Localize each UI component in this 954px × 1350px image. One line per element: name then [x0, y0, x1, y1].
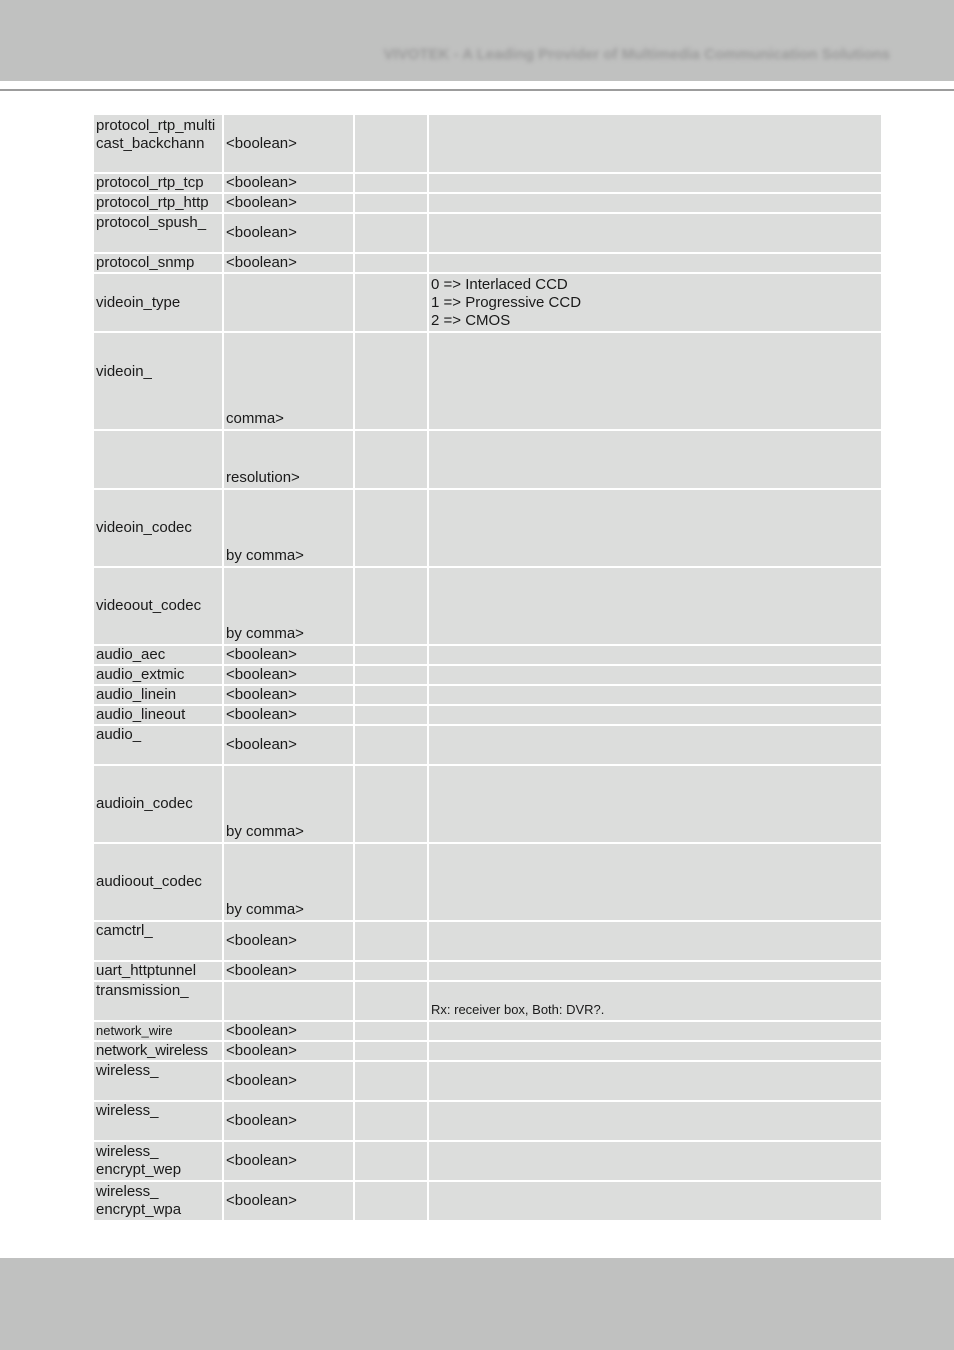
param-security-cell — [354, 843, 428, 921]
param-type-cell: <boolean> — [223, 1181, 354, 1221]
table-row — [93, 193, 882, 213]
param-name-cell — [93, 1181, 223, 1221]
param-description-cell — [428, 725, 882, 765]
param-type-cell: <boolean> — [223, 961, 354, 981]
param-security-cell — [354, 114, 428, 173]
param-name-cell: protocol_spush_ — [93, 213, 223, 253]
param-name-cell: protocol_rtp_http — [93, 193, 223, 213]
param-type-cell: <boolean> — [223, 173, 354, 193]
param-name-cell: network_wire — [93, 1021, 223, 1041]
table-row — [93, 961, 882, 981]
param-name-line: encrypt_wpa — [96, 1201, 182, 1218]
table-row — [93, 1141, 882, 1181]
param-type-cell: <boolean> — [223, 665, 354, 685]
table-row — [93, 725, 882, 765]
param-security-cell — [354, 765, 428, 843]
table-row — [93, 1021, 882, 1041]
table-row — [93, 332, 882, 430]
table-row — [93, 1041, 882, 1061]
param-type-cell: by comma> — [223, 843, 354, 921]
param-description-cell — [428, 193, 882, 213]
param-type-cell: <boolean> — [223, 213, 354, 253]
description-line: 2 => CMOS — [431, 311, 511, 329]
param-type-cell: <boolean> — [223, 705, 354, 725]
param-description-cell — [428, 273, 882, 332]
param-security-cell — [354, 725, 428, 765]
table-row — [93, 685, 882, 705]
table-row — [93, 213, 882, 253]
table-row — [93, 173, 882, 193]
table-row — [93, 645, 882, 665]
param-description-cell — [428, 961, 882, 981]
header-divider — [0, 89, 954, 91]
param-type-cell: <boolean> — [223, 1101, 354, 1141]
param-name-cell: audio_linein — [93, 685, 223, 705]
description-line: 1 => Progressive CCD — [431, 293, 582, 311]
param-description-cell — [428, 114, 882, 173]
param-security-cell — [354, 430, 428, 489]
param-name-line: wireless_ — [96, 1143, 159, 1160]
param-type-cell: <boolean> — [223, 725, 354, 765]
description-line: 0 => Interlaced CCD — [431, 275, 568, 293]
param-name-line: encrypt_wep — [96, 1161, 182, 1178]
param-description-cell — [428, 489, 882, 567]
table-row — [93, 665, 882, 685]
table-row — [93, 489, 882, 567]
param-name-cell: transmission_ — [93, 981, 223, 1021]
table-row — [93, 253, 882, 273]
param-security-cell — [354, 961, 428, 981]
param-name-cell: protocol_rtp_tcp — [93, 173, 223, 193]
param-name-cell — [93, 1141, 223, 1181]
param-security-cell — [354, 489, 428, 567]
param-name-cell: uart_httptunnel — [93, 961, 223, 981]
parameter-table — [92, 113, 883, 1222]
param-type-cell: resolution> — [223, 430, 354, 489]
param-security-cell — [354, 567, 428, 645]
param-name-cell: videoin_ — [93, 332, 223, 430]
param-name-cell: audio_lineout — [93, 705, 223, 725]
param-type-cell: comma> — [223, 332, 354, 430]
company-tagline: VIVOTEK - A Leading Provider of Multimedia Communication Solutions — [383, 46, 890, 63]
param-security-cell — [354, 921, 428, 961]
table-row — [93, 765, 882, 843]
table-row — [93, 981, 882, 1021]
param-description-cell — [428, 430, 882, 489]
param-description-cell — [428, 1181, 882, 1221]
page-footer-band — [0, 1258, 954, 1350]
param-security-cell — [354, 1101, 428, 1141]
table-row — [93, 1061, 882, 1101]
table-row — [93, 430, 882, 489]
param-description-cell — [428, 1041, 882, 1061]
param-name-cell: audioin_codec — [93, 765, 223, 843]
param-security-cell — [354, 1041, 428, 1061]
table-row — [93, 705, 882, 725]
table-row — [93, 273, 882, 332]
param-security-cell — [354, 253, 428, 273]
param-name-cell: wireless_ — [93, 1061, 223, 1101]
param-security-cell — [354, 193, 428, 213]
param-description-cell — [428, 567, 882, 645]
param-name-cell: videoin_codec — [93, 489, 223, 567]
param-security-cell — [354, 1141, 428, 1181]
param-security-cell — [354, 273, 428, 332]
param-description-cell: Rx: receiver box, Both: DVR?. — [428, 981, 882, 1021]
param-type-cell: by comma> — [223, 489, 354, 567]
param-security-cell — [354, 1061, 428, 1101]
param-security-cell — [354, 173, 428, 193]
param-type-cell: <boolean> — [223, 1141, 354, 1181]
param-name-line: wireless_ — [96, 1183, 159, 1200]
param-name-cell: videoin_type — [93, 273, 223, 332]
param-description-cell — [428, 1061, 882, 1101]
param-description-cell — [428, 213, 882, 253]
param-type-cell: <boolean> — [223, 1021, 354, 1041]
param-description-cell — [428, 645, 882, 665]
param-name-cell: network_wireless — [93, 1041, 223, 1061]
param-type-cell: <boolean> — [223, 193, 354, 213]
param-name-cell: wireless_ — [93, 1101, 223, 1141]
table-row — [93, 1181, 882, 1221]
param-type-cell: <boolean> — [223, 685, 354, 705]
param-name-cell: audio_ — [93, 725, 223, 765]
param-security-cell — [354, 1021, 428, 1041]
param-description-cell — [428, 173, 882, 193]
param-security-cell — [354, 705, 428, 725]
param-description-cell — [428, 843, 882, 921]
param-description-cell — [428, 1101, 882, 1141]
param-security-cell — [354, 981, 428, 1021]
param-name-cell: audioout_codec — [93, 843, 223, 921]
table-row — [93, 114, 882, 173]
param-name-cell: audio_extmic — [93, 665, 223, 685]
param-description-cell — [428, 665, 882, 685]
param-name-cell: videoout_codec — [93, 567, 223, 645]
param-security-cell — [354, 213, 428, 253]
param-security-cell — [354, 645, 428, 665]
param-type-cell — [223, 273, 354, 332]
param-description-cell — [428, 1141, 882, 1181]
param-name-cell: protocol_snmp — [93, 253, 223, 273]
param-name-cell: camctrl_ — [93, 921, 223, 961]
param-type-cell: <boolean> — [223, 1041, 354, 1061]
param-security-cell — [354, 1181, 428, 1221]
param-type-cell: <boolean> — [223, 645, 354, 665]
param-name-cell: protocol_rtp_multicast_backchann — [93, 114, 223, 173]
page-header-band — [0, 0, 954, 81]
param-type-cell: <boolean> — [223, 921, 354, 961]
table-row — [93, 921, 882, 961]
param-type-cell: <boolean> — [223, 114, 354, 173]
table-row — [93, 843, 882, 921]
param-description-cell — [428, 253, 882, 273]
param-name-cell — [93, 430, 223, 489]
param-type-cell: by comma> — [223, 567, 354, 645]
param-description-cell — [428, 765, 882, 843]
param-security-cell — [354, 685, 428, 705]
param-name-cell: audio_aec — [93, 645, 223, 665]
param-security-cell — [354, 332, 428, 430]
param-type-cell: <boolean> — [223, 1061, 354, 1101]
param-description-cell — [428, 332, 882, 430]
table-row — [93, 567, 882, 645]
table-row — [93, 1101, 882, 1141]
param-security-cell — [354, 665, 428, 685]
param-description-cell — [428, 685, 882, 705]
param-description-cell — [428, 705, 882, 725]
param-type-cell — [223, 981, 354, 1021]
param-description-cell — [428, 1021, 882, 1041]
param-type-cell: by comma> — [223, 765, 354, 843]
param-description-cell — [428, 921, 882, 961]
param-type-cell: <boolean> — [223, 253, 354, 273]
